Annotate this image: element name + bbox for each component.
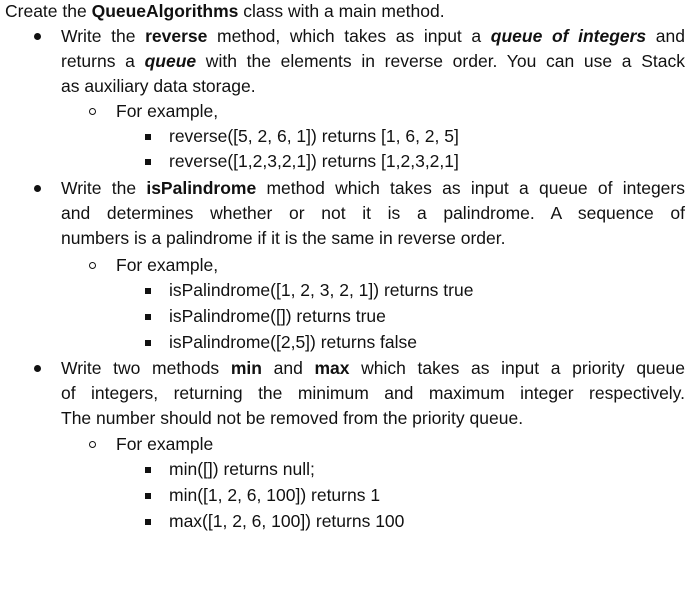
queue-word: queue [144, 51, 197, 71]
bullet-square [145, 134, 151, 140]
section-reverse-line-3: as auxiliary data storage. [61, 76, 256, 96]
example-item: min([1, 2, 6, 100]) returns 1 [169, 485, 381, 505]
bullet-square [145, 288, 151, 294]
example-label: For example, [116, 255, 219, 275]
intro-line [5, 0, 445, 24]
example-item: isPalindrome([]) returns true [169, 306, 386, 326]
method-max: max [314, 358, 350, 378]
example-label: For example [116, 434, 214, 454]
example-item: isPalindrome([2,5]) returns false [169, 332, 418, 352]
example-label: For example, [116, 101, 219, 121]
bullet-disc [34, 185, 41, 192]
bullet-circle [89, 108, 96, 115]
section-reverse-line-2: returns a queue with the elements in reverse order. You can use a Stack [61, 51, 685, 71]
intro-pre: Create the [5, 1, 92, 21]
bullet-square [145, 467, 151, 473]
bullet-square [145, 519, 151, 525]
section-minmax-line-3: The number should not be removed from the priority queue. [61, 408, 524, 428]
example-item: min([]) returns null; [169, 459, 315, 479]
intro-post: class with a main method. [238, 1, 445, 21]
bullet-square [145, 159, 151, 165]
example-item: isPalindrome([1, 2, 3, 2, 1]) returns true [169, 280, 474, 300]
section-palindrome-line-3: numbers is a palindrome if it is the same in reverse order. [61, 228, 506, 248]
section-reverse-line-1: Write the reverse method, which takes as input a queue of integers and [61, 26, 685, 46]
example-item: max([1, 2, 6, 100]) returns 100 [169, 511, 405, 531]
class-name: QueueAlgorithms [91, 1, 239, 21]
bullet-disc [34, 33, 41, 40]
example-item: reverse([5, 2, 6, 1]) returns [1, 6, 2, 5] [169, 126, 459, 146]
method-min: min [230, 358, 262, 378]
bullet-circle [89, 262, 96, 269]
bullet-square [145, 340, 151, 346]
bullet-square [145, 314, 151, 320]
section-palindrome-line-2: and determines whether or not it is a palindrome. A sequence of [61, 203, 685, 223]
example-item: reverse([1,2,3,2,1]) returns [1,2,3,2,1] [169, 151, 459, 171]
section-minmax-line-1: Write two methods min and max which takes as input a priority queue [61, 358, 685, 378]
bullet-disc [34, 365, 41, 372]
bullet-square [145, 493, 151, 499]
section-minmax-line-2: of integers, returning the minimum and maximum integer respectively. [61, 383, 685, 403]
section-palindrome-line-1: Write the isPalindrome method which takes as input a queue of integers [61, 178, 685, 198]
bullet-circle [89, 441, 96, 448]
method-reverse: reverse [145, 26, 208, 46]
queue-of-integers: queue of integers [490, 26, 647, 46]
method-ispalindrome: isPalindrome [146, 178, 257, 198]
